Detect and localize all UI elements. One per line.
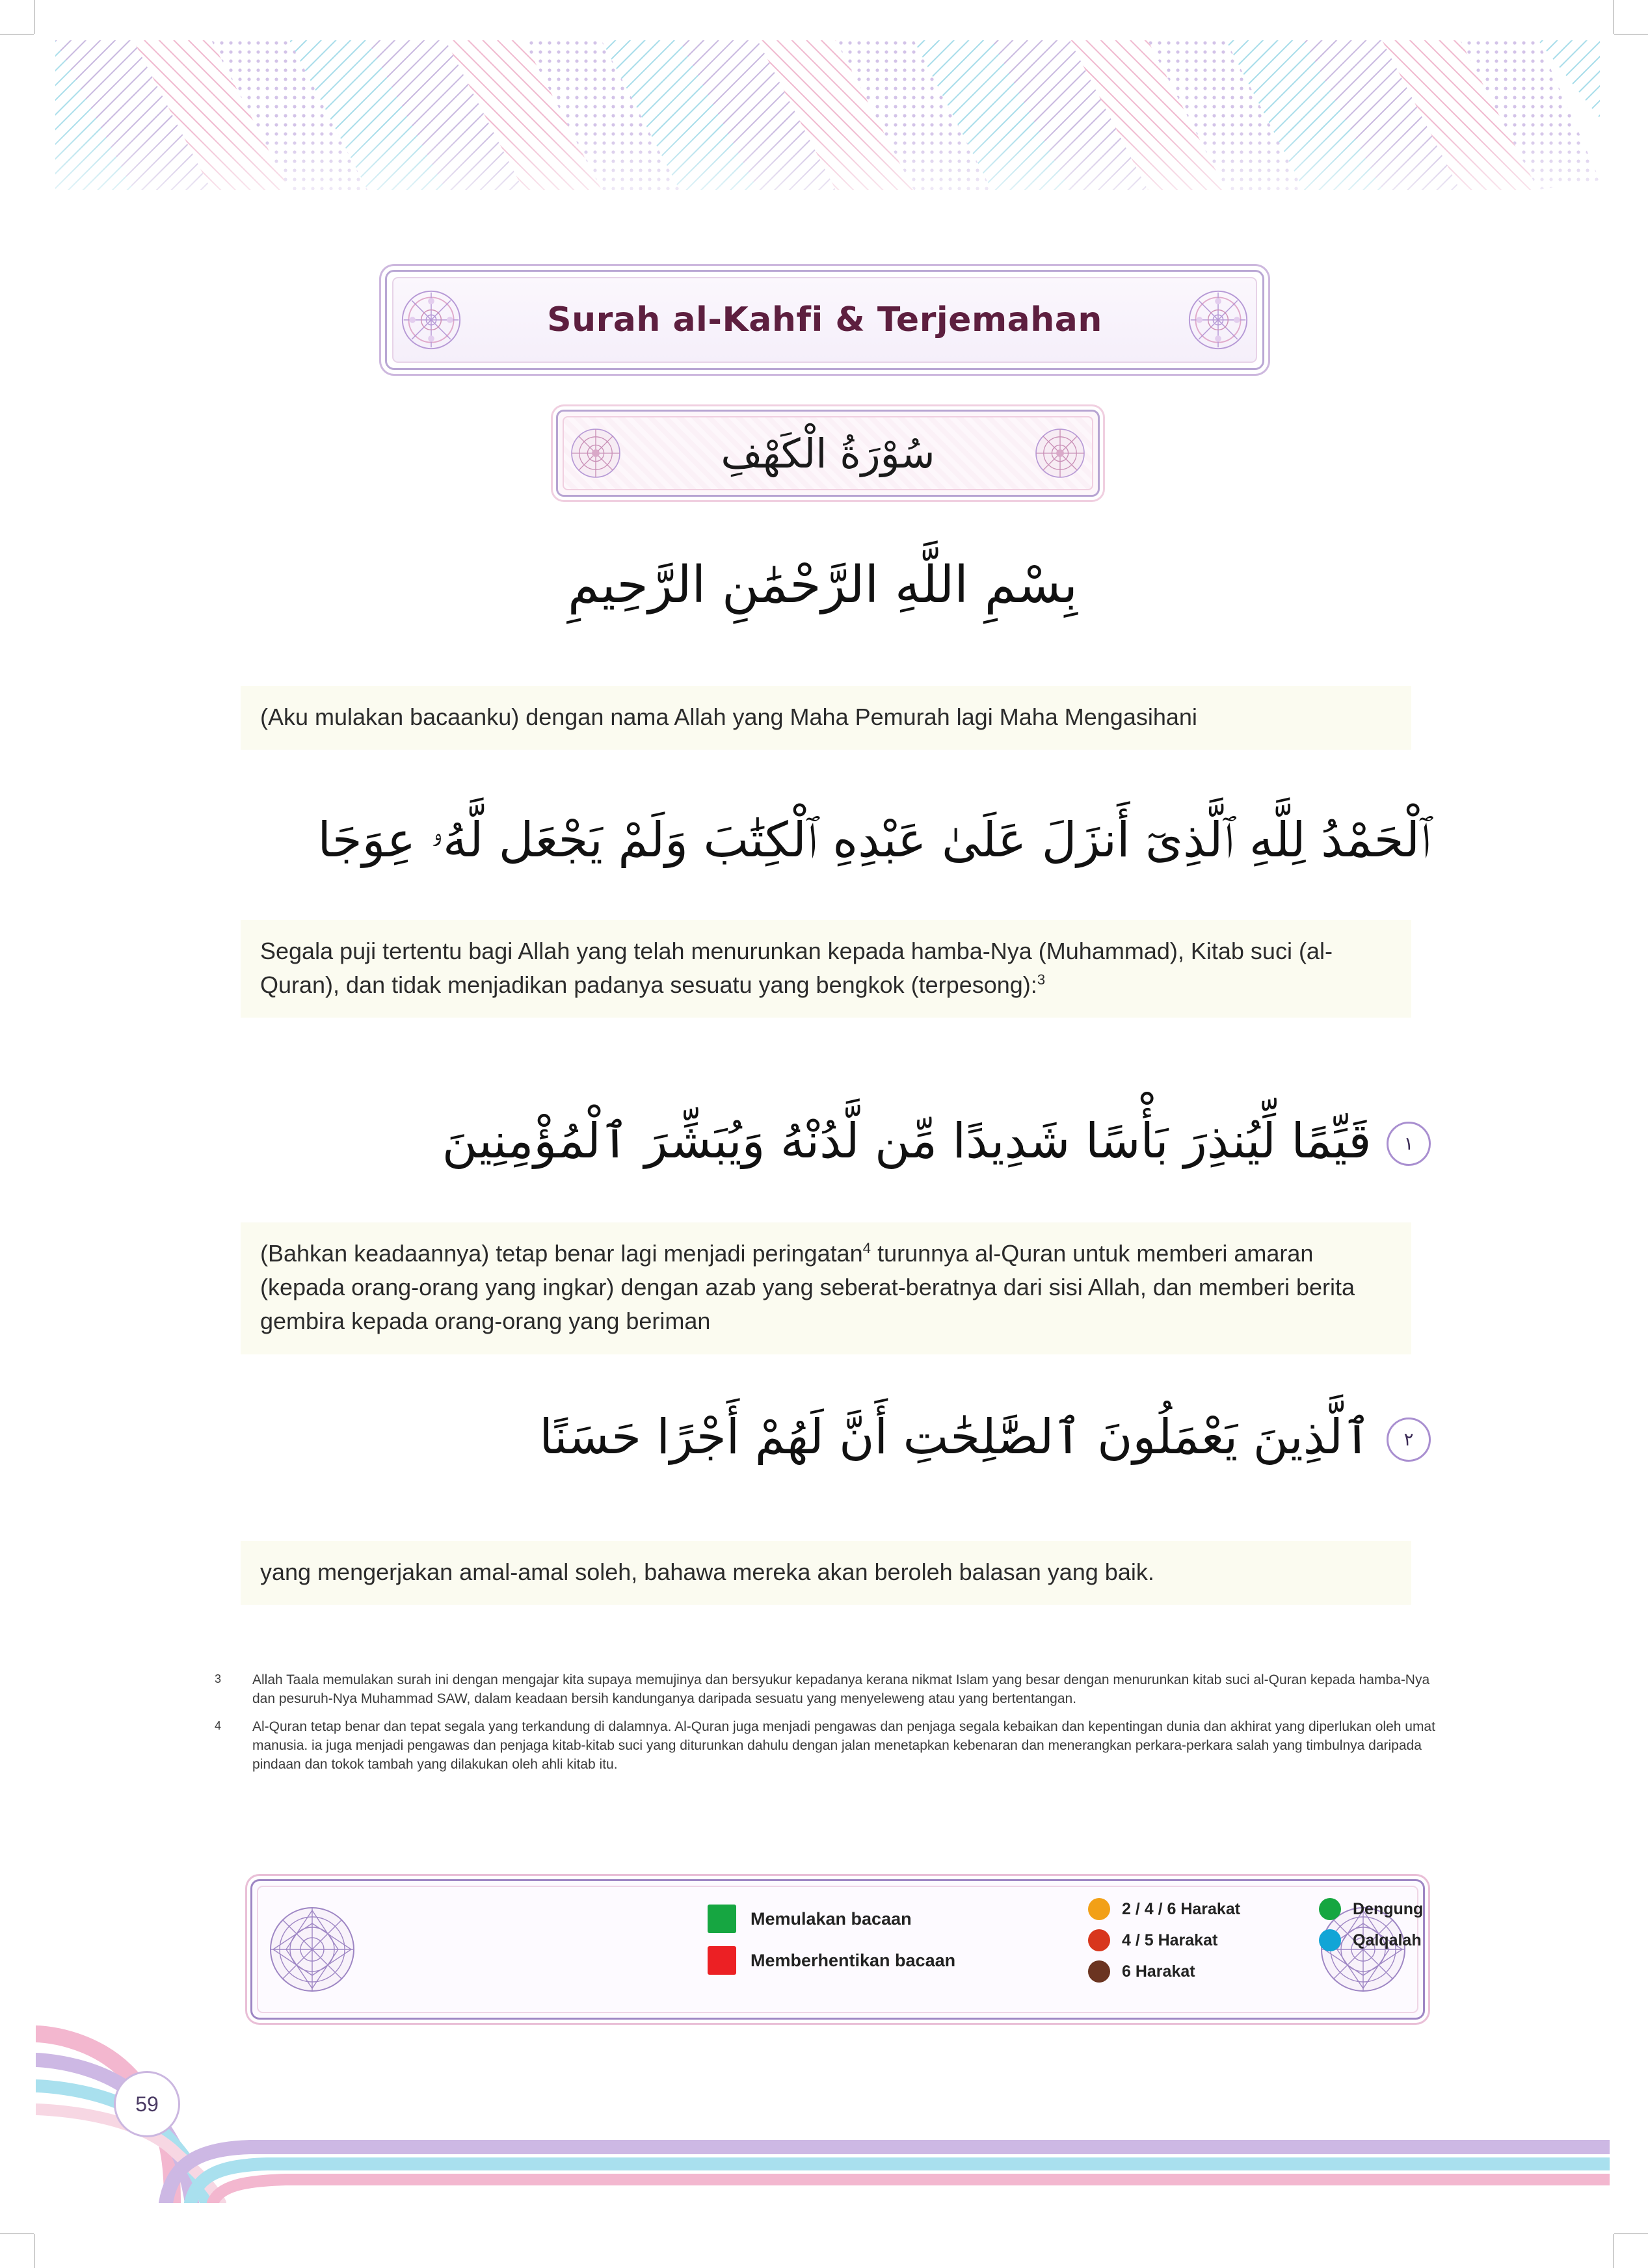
bottom-decoration-swoosh [36, 1988, 1610, 2203]
footnotes-section [215, 1671, 1437, 1784]
basmalah-arabic: بِسْمِ اللَّهِ الرَّحْمَٰنِ الرَّحِيمِ [568, 556, 1078, 614]
legend-swatch-red-icon [708, 1946, 736, 1975]
legend-label: 6 Harakat [1122, 1962, 1195, 1981]
crop-mark-bottom-right-h [1614, 2233, 1648, 2234]
verse-translation-2-footnote-ref: 4 [862, 1240, 871, 1256]
verse-arabic-2: قَيِّمًا لِّيُنذِرَ بَأْسًا شَدِيدًا مِّن لَّدُنْهُ وَيُبَشِّرَ ٱلْمُؤْمِنِينَ [442, 1113, 1372, 1169]
verse-translation-1-text: Segala puji tertentu bagi Allah yang telah menurunkan kepada hamba-Nya (Muhammad), Kitab suci (al-Quran), dan tidak menjadikan padanya sesuatu yang bengkok (terpesong): [260, 938, 1333, 999]
crop-mark-top-left-h [0, 34, 34, 35]
crop-mark-top-right-v [1613, 0, 1614, 34]
verse-translation-2 [241, 1222, 1411, 1354]
surah-title-banner [385, 270, 1264, 370]
legend-item [1319, 1929, 1423, 1951]
rosette-ornament-icon [400, 289, 462, 351]
legend-column-harakat [1088, 1898, 1240, 1992]
verse-translation-2-part-a: (Bahkan keadaannya) tetap benar lagi menjadi peringatan [260, 1240, 863, 1267]
legend-item [708, 1905, 955, 1933]
legend-column-start-stop [708, 1905, 955, 1988]
top-decoration-fade [55, 40, 1600, 235]
crop-mark-top-left-v [34, 0, 35, 34]
legend-label: 2 / 4 / 6 Harakat [1122, 1899, 1241, 1918]
rosette-ornament-icon [568, 426, 623, 481]
verse-translation-1-footnote-ref: 3 [1037, 971, 1046, 988]
legend-label: Memberhentikan bacaan [751, 1950, 956, 1970]
footnote-marker: 4 [215, 1719, 222, 1732]
tajweed-legend-panel [250, 1879, 1425, 2020]
crop-mark-top-right-h [1614, 34, 1648, 35]
legend-label: Dengung [1353, 1899, 1424, 1918]
swoosh-curves-icon [36, 1988, 1610, 2203]
legend-item [708, 1946, 955, 1975]
rosette-ornament-icon [1187, 289, 1249, 351]
surah-name-arabic: سُوْرَةُ الْكَهْفِ [721, 429, 935, 477]
footnote-text: Allah Taala memulakan surah ini dengan mengajar kita supaya memujinya dan bersyukur kepadanya kerana nikmat Islam yang besar dengan menurunkan kitab suci al-Quran kepada hamba-Nya dan pesuruh-Nya Muhammad SAW, dalam keadaan bersih kandunganya daripada sesuatu yang menyeleweng atau yang bertentangan. [252, 1672, 1430, 1706]
ayah-number-badge: ١ [1387, 1122, 1431, 1166]
ayah-number-badge: ٢ [1387, 1418, 1431, 1462]
legend-item [1088, 1898, 1240, 1920]
legend-swatch-darkred-icon [1088, 1929, 1110, 1951]
verse-translation-1 [241, 920, 1411, 1018]
crop-mark-bottom-left-v [34, 2234, 35, 2268]
page-title: Surah al-Kahfi & Terjemahan [547, 300, 1102, 339]
verse-arabic-row-3 [215, 1401, 1431, 1473]
legend-swatch-blue-icon [1319, 1929, 1341, 1951]
crop-mark-bottom-right-v [1613, 2234, 1614, 2268]
footnote-text: Al-Quran tetap benar dan tepat segala yang terkandung di dalamnya. Al-Quran juga menjadi pengawas dan penjaga segala kebaikan dan kepentingan dunia dan akhirat yang diperlukan oleh umat manusia. ia juga menjadi pengawas dan penjaga kitab-kitab suci yang diturunkan dahulu dengan jalan menetapkan kebenaran dan menerangkan perkara-perkara salah yang timbulnya daripada pindaan dan tokok tambah yang dilakukan oleh ahli kitab itu. [252, 1719, 1435, 1772]
rosette-ornament-icon [1033, 426, 1087, 481]
verse-arabic-1: ٱلْحَمْدُ لِلَّهِ ٱلَّذِىٓ أَنزَلَ عَلَىٰ عَبْدِهِ ٱلْكِتَٰبَ وَلَمْ يَجْعَل لَّهُۥ عِوَجَا [317, 812, 1431, 868]
legend-label: 4 / 5 Harakat [1122, 1931, 1218, 1949]
legend-label: Qalqalah [1353, 1931, 1422, 1949]
crop-mark-bottom-left-h [0, 2233, 34, 2234]
legend-item [1088, 1929, 1240, 1951]
footnote-marker: 3 [215, 1672, 222, 1685]
verse-translation-2-part-b: turunnya al-Quran untuk memberi amaran (kepada orang-orang yang ingkar) dengan azab yang seberat-beratnya dari sisi Allah, dan memberi berita gembira kepada orang-orang yang beriman [260, 1240, 1355, 1335]
verse-arabic-row-2 [215, 1105, 1431, 1178]
top-decoration-banner [55, 40, 1600, 235]
legend-item [1088, 1960, 1240, 1983]
legend-swatch-green-icon [708, 1905, 736, 1933]
legend-label: Memulakan bacaan [751, 1908, 912, 1929]
footnote-item [215, 1671, 1437, 1709]
legend-item [1319, 1898, 1423, 1920]
legend-swatch-brown-icon [1088, 1960, 1110, 1983]
page-number-badge: 59 [114, 2071, 180, 2137]
surah-name-banner [556, 410, 1100, 497]
verse-translation-3: yang mengerjakan amal-amal soleh, bahawa mereka akan beroleh balasan yang baik. [241, 1541, 1411, 1605]
rosette-ornament-icon [267, 1904, 358, 1995]
legend-column-dengung-qalqalah [1319, 1898, 1423, 1960]
legend-swatch-green-icon [1319, 1898, 1341, 1920]
legend-swatch-orange-icon [1088, 1898, 1110, 1920]
basmalah-translation: (Aku mulakan bacaanku) dengan nama Allah yang Maha Pemurah lagi Maha Mengasihani [241, 686, 1411, 750]
verse-arabic-3: ٱلَّذِينَ يَعْمَلُونَ ٱلصَّٰلِحَٰتِ أَنَّ لَهُمْ أَجْرًا حَسَنًا [539, 1409, 1372, 1465]
footnote-item [215, 1718, 1437, 1774]
